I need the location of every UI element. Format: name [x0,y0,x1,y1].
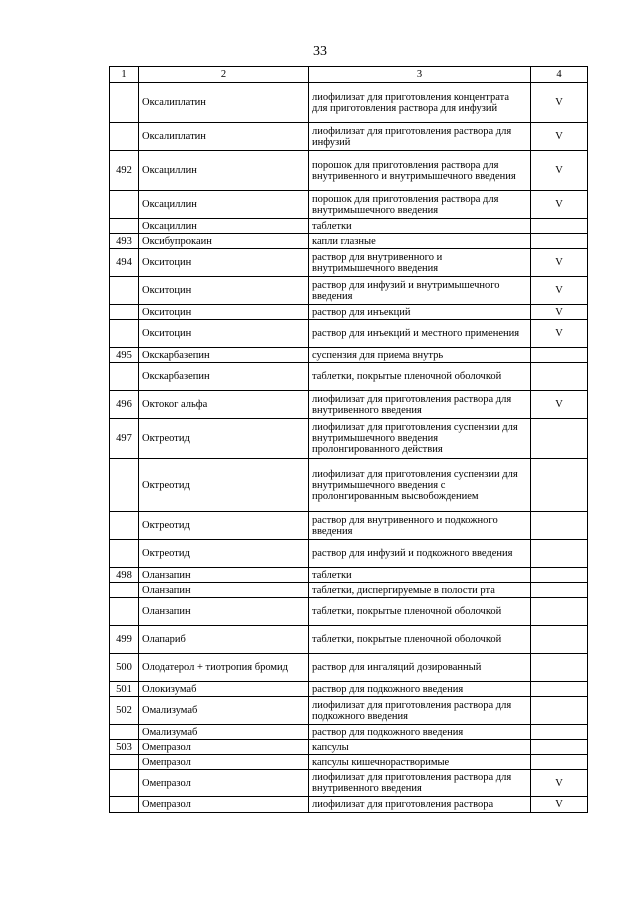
row-number [110,725,139,740]
dosage-form: раствор для ингаляций дозированный [309,654,531,682]
drug-name: Октреотид [139,540,309,568]
dosage-form: лиофилизат для приготовления раствора для подкожного введения [309,697,531,725]
row-number: 496 [110,391,139,419]
table-row [110,697,588,725]
drug-name: Олапариб [139,626,309,654]
dosage-form: таблетки [309,568,531,583]
mark-cell [531,755,588,770]
row-number: 500 [110,654,139,682]
drug-name: Окситоцин [139,320,309,348]
drug-name: Окскарбазепин [139,363,309,391]
dosage-form: раствор для внутривенного и подкожного введения [309,512,531,540]
drug-name: Омепразол [139,770,309,797]
table-row [110,123,588,151]
row-number: 498 [110,568,139,583]
table-row [110,725,588,740]
mark-cell [531,697,588,725]
mark-cell [531,348,588,363]
mark-cell [531,512,588,540]
dosage-form: капсулы кишечнорастворимые [309,755,531,770]
header-col-4: 4 [531,67,588,83]
table-row [110,277,588,305]
drug-name: Оланзапин [139,598,309,626]
mark-cell: V [531,151,588,191]
mark-cell: V [531,123,588,151]
table-row [110,391,588,419]
mark-cell [531,654,588,682]
row-number: 495 [110,348,139,363]
drug-name: Оксациллин [139,219,309,234]
row-number [110,191,139,219]
drug-name: Омализумаб [139,697,309,725]
drug-name: Омепразол [139,797,309,813]
dosage-form: порошок для приготовления раствора для внутримышечного введения [309,191,531,219]
header-col-3: 3 [309,67,531,83]
table-row [110,568,588,583]
dosage-form: раствор для внутривенного и внутримышечного введения [309,249,531,277]
drug-name: Олодатерол + тиотропия бромид [139,654,309,682]
row-number [110,797,139,813]
drug-name: Окситоцин [139,277,309,305]
dosage-form: раствор для подкожного введения [309,682,531,697]
mark-cell: V [531,797,588,813]
table-row [110,249,588,277]
table-row [110,797,588,813]
dosage-form: раствор для инъекций и местного применения [309,320,531,348]
row-number [110,277,139,305]
table-row [110,348,588,363]
drug-name: Оксалиплатин [139,123,309,151]
table-row [110,626,588,654]
table-row [110,219,588,234]
header-col-1: 1 [110,67,139,83]
mark-cell [531,626,588,654]
dosage-form: лиофилизат для приготовления раствора [309,797,531,813]
mark-cell [531,598,588,626]
drug-name: Оланзапин [139,568,309,583]
mark-cell [531,219,588,234]
dosage-form: раствор для подкожного введения [309,725,531,740]
row-number: 492 [110,151,139,191]
drug-name: Оксалиплатин [139,83,309,123]
dosage-form: таблетки, покрытые пленочной оболочкой [309,626,531,654]
dosage-form: капсулы [309,740,531,755]
drug-name: Оланзапин [139,583,309,598]
drug-name: Омепразол [139,740,309,755]
table-row [110,598,588,626]
dosage-form: таблетки, покрытые пленочной оболочкой [309,598,531,626]
mark-cell: V [531,83,588,123]
mark-cell: V [531,191,588,219]
drug-name: Оксибупрокаин [139,234,309,249]
drug-name: Октреотид [139,419,309,459]
table-row [110,740,588,755]
row-number [110,598,139,626]
mark-cell: V [531,249,588,277]
dosage-form: раствор для инфузий и подкожного введения [309,540,531,568]
drug-name: Олокизумаб [139,682,309,697]
mark-cell: V [531,277,588,305]
dosage-form: лиофилизат для приготовления раствора для инфузий [309,123,531,151]
row-number: 499 [110,626,139,654]
row-number: 502 [110,697,139,725]
row-number: 493 [110,234,139,249]
mark-cell [531,568,588,583]
dosage-form: капли глазные [309,234,531,249]
mark-cell [531,583,588,598]
drug-name: Октреотид [139,512,309,540]
dosage-form: таблетки, покрытые пленочной оболочкой [309,363,531,391]
mark-cell [531,459,588,512]
table-row [110,320,588,348]
drug-name: Омализумаб [139,725,309,740]
table-row [110,234,588,249]
header-col-2: 2 [139,67,309,83]
row-number [110,512,139,540]
dosage-form: порошок для приготовления раствора для внутривенного и внутримышечного введения [309,151,531,191]
mark-cell: V [531,320,588,348]
row-number [110,219,139,234]
row-number [110,320,139,348]
drug-name: Окскарбазепин [139,348,309,363]
table-row [110,540,588,568]
drug-name: Оксациллин [139,191,309,219]
row-number [110,459,139,512]
drug-name: Оксациллин [139,151,309,191]
dosage-form: раствор для инфузий и внутримышечного введения [309,277,531,305]
mark-cell [531,540,588,568]
dosage-form: лиофилизат для приготовления концентрата для приготовления раствора для инфузий [309,83,531,123]
dosage-form: раствор для инъекций [309,305,531,320]
table-row [110,512,588,540]
row-number [110,770,139,797]
table-row [110,459,588,512]
dosage-form: лиофилизат для приготовления суспензии для внутримышечного введения с пролонгированным высвобождением [309,459,531,512]
row-number [110,755,139,770]
table-row [110,755,588,770]
table-row [110,654,588,682]
row-number [110,305,139,320]
row-number: 501 [110,682,139,697]
table-row [110,191,588,219]
mark-cell [531,740,588,755]
mark-cell: V [531,391,588,419]
table-row [110,682,588,697]
mark-cell [531,682,588,697]
drug-name: Окситоцин [139,305,309,320]
mark-cell: V [531,770,588,797]
table-row [110,363,588,391]
table-row [110,583,588,598]
mark-cell [531,234,588,249]
drug-table [109,66,588,813]
drug-name: Омепразол [139,755,309,770]
dosage-form: таблетки [309,219,531,234]
row-number [110,540,139,568]
table-row [110,770,588,797]
mark-cell [531,363,588,391]
row-number: 497 [110,419,139,459]
drug-name: Октоког альфа [139,391,309,419]
page-number: 33 [313,44,327,59]
mark-cell [531,725,588,740]
dosage-form: лиофилизат для приготовления раствора для внутривенного введения [309,770,531,797]
dosage-form: суспензия для приема внутрь [309,348,531,363]
dosage-form: таблетки, диспергируемые в полости рта [309,583,531,598]
row-number [110,363,139,391]
table-row [110,151,588,191]
row-number [110,583,139,598]
mark-cell [531,419,588,459]
table-row [110,305,588,320]
dosage-form: лиофилизат для приготовления раствора для внутривенного введения [309,391,531,419]
row-number [110,83,139,123]
table-header-row [110,67,588,83]
row-number: 503 [110,740,139,755]
table-row [110,419,588,459]
dosage-form: лиофилизат для приготовления суспензии для внутримышечного введения пролонгированного действия [309,419,531,459]
drug-name: Октреотид [139,459,309,512]
drug-name: Окситоцин [139,249,309,277]
table-row [110,83,588,123]
row-number [110,123,139,151]
mark-cell: V [531,305,588,320]
row-number: 494 [110,249,139,277]
